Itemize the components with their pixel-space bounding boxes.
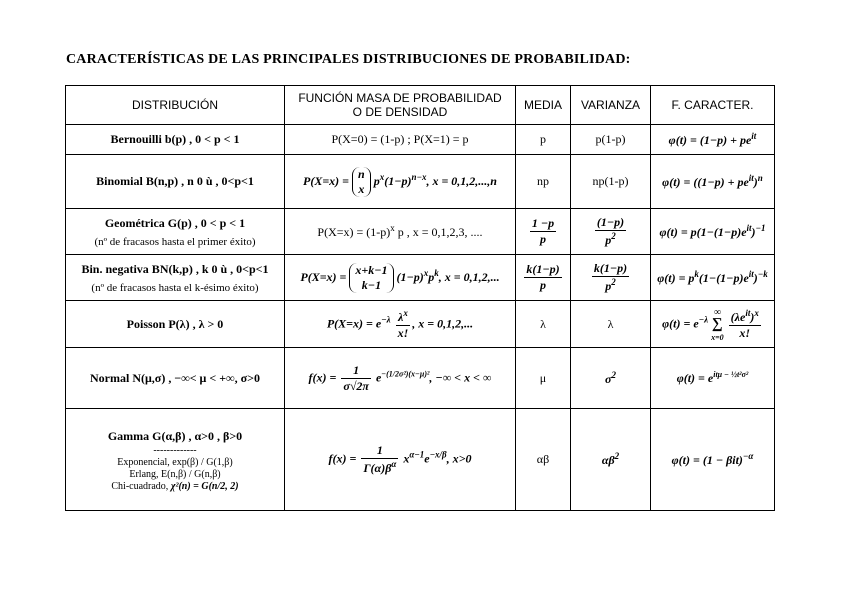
- header-funcion: [285, 86, 516, 125]
- gamma-erlang: Erlang, E(n,β) / G(n,β): [129, 468, 221, 480]
- binomial-pmf: P(X=x) = n x $p^x(1-p)^{n-x}$, x = 0,1,2,...,n: [285, 155, 516, 209]
- header-media: MEDIA: [516, 86, 571, 125]
- geometrica-pmf: $P(X=x) = (1-p)^x$ p , x = 0,1,2,3, ....: [285, 209, 516, 255]
- page-title: CARACTERÍSTICAS DE LAS PRINCIPALES DISTRIBUCIONES DE PROBABILIDAD:: [66, 52, 631, 67]
- binneg-cf: $\varphi(t) = p^k(1-(1-p)e^{it})^{-k}$: [651, 255, 775, 301]
- normal-name: Normal N(μ,σ) , −∞< μ < +∞, σ>0: [66, 348, 285, 409]
- binneg-name: Bin. negativa BN(k,p) , k 0 ù , 0<p<1: [81, 261, 269, 276]
- binneg-varianza: $\frac{k(1-p)}{p^2}$: [571, 255, 651, 301]
- bernoulli-name: Bernouilli b(p) , 0 < p < 1: [66, 125, 285, 155]
- binneg-media: $\frac{k(1-p)}{p}$: [516, 255, 571, 301]
- gamma-media: αβ: [516, 409, 571, 511]
- header-funcion-line2: O DE DENSIDAD: [352, 105, 448, 119]
- poisson-media: λ: [516, 301, 571, 348]
- poisson-name: Poisson P(λ) , λ > 0: [66, 301, 285, 348]
- bernoulli-varianza: p(1-p): [571, 125, 651, 155]
- geometrica-varianza: $\frac{(1-p)}{p^2}$: [571, 209, 651, 255]
- gamma-special-cases: [69, 445, 281, 493]
- row-binneg: [66, 255, 775, 301]
- gamma-chi-cuadrado: Chi-cuadrado, χ²(n) = G(n/2, 2): [111, 480, 239, 492]
- binneg-cell: [66, 255, 285, 301]
- header-caracter: F. CARACTER.: [651, 86, 775, 125]
- row-normal: [66, 348, 775, 409]
- gamma-cf: $\varphi(t) = (1 - \beta it)^{-\alpha}$: [651, 409, 775, 511]
- gamma-varianza: $\alpha\beta^2$: [571, 409, 651, 511]
- gamma-name: Gamma G(α,β) , α>0 , β>0: [107, 428, 243, 443]
- gamma-separator: -------------: [153, 444, 197, 456]
- geometrica-media: $\frac{1 -p}{p}$: [516, 209, 571, 255]
- header-funcion-line1: FUNCIÓN MASA DE PROBABILIDAD: [298, 91, 502, 105]
- row-geometrica: [66, 209, 775, 255]
- normal-pdf: f(x) = $\frac{1}{\sigma√2\pi}$ $e^{-(1/2\sigma^2)(x-\mu)^2}$, −∞ < x < ∞: [285, 348, 516, 409]
- gamma-cell: [66, 409, 285, 511]
- bernoulli-pmf: P(X=0) = (1-p) ; P(X=1) = p: [285, 125, 516, 155]
- geometrica-cell: [66, 209, 285, 255]
- geometrica-note: (nº de fracasos hasta el primer éxito): [94, 235, 256, 248]
- binomial-name: Binomial B(n,p) , n 0 ù , 0<p<1: [66, 155, 285, 209]
- header-distribucion: DISTRIBUCIÓN: [66, 86, 285, 125]
- binomial-varianza: np(1-p): [571, 155, 651, 209]
- header-varianza: VARIANZA: [571, 86, 651, 125]
- normal-media: μ: [516, 348, 571, 409]
- header-row: [66, 86, 775, 125]
- binneg-pmf: P(X=x) = x+k−1 k−1 $(1-p)^xp^k$, x = 0,1,2,...: [285, 255, 516, 301]
- poisson-cf: $\varphi(t) = e^{-\lambda}$ ∞ ∑ x=0 $\frac{(\lambda e^{it})^x}{x!}$: [651, 301, 775, 348]
- binomial-cf: $\varphi(t) = ((1-p) + pe^{it})^n$: [651, 155, 775, 209]
- poisson-pmf: $P(X=x) = e^{-\lambda}$ $\frac{\lambda^x}{x!}$ , x = 0,1,2,...: [285, 301, 516, 348]
- geometrica-name: Geométrica G(p) , 0 < p < 1: [104, 215, 246, 230]
- gamma-pdf: f(x) = $\frac{1}{\Gamma(\alpha)\beta^\alpha}$ $x^{\alpha-1}e^{-x/\beta}$, x>0: [285, 409, 516, 511]
- row-gamma: [66, 409, 775, 511]
- geometrica-cf: $\varphi(t) = p(1-(1-p)e^{it})^{-1}$: [651, 209, 775, 255]
- row-bernoulli: [66, 125, 775, 155]
- row-binomial: [66, 155, 775, 209]
- binneg-coefficient: x+k−1 k−1: [349, 263, 393, 293]
- normal-varianza: $\sigma^2$: [571, 348, 651, 409]
- bernoulli-cf: $\varphi(t) = (1-p) + pe^{it}$: [651, 125, 775, 155]
- poisson-varianza: λ: [571, 301, 651, 348]
- binneg-note: (nº de fracasos hasta el k-ésimo éxito): [91, 281, 259, 294]
- distributions-table: [65, 85, 775, 511]
- binomial-media: np: [516, 155, 571, 209]
- bernoulli-media: p: [516, 125, 571, 155]
- binomial-coefficient: n x: [352, 167, 371, 197]
- gamma-exponencial: Exponencial, exp(β) / G(1,β): [117, 456, 233, 468]
- row-poisson: [66, 301, 775, 348]
- normal-cf: $\varphi(t) = e^{it\mu - \frac{1}{2}t^2\sigma^2}$: [651, 348, 775, 409]
